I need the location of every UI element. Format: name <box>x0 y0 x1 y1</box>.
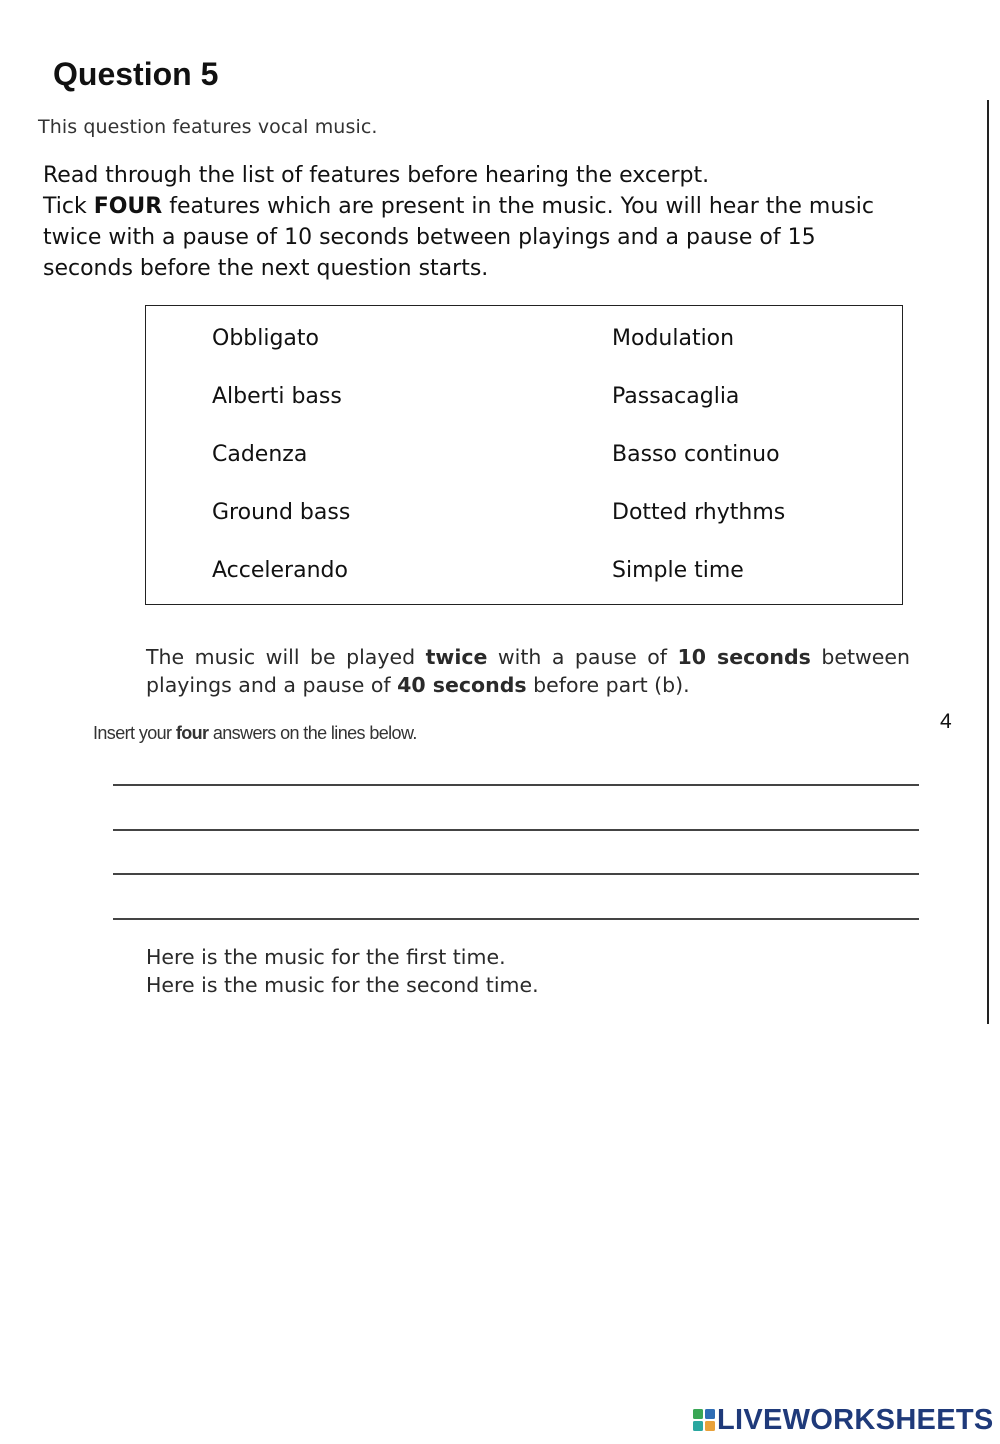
note-emphasis: twice <box>425 645 488 669</box>
logo-text: LIVEWORKSHEETS <box>717 1404 994 1436</box>
answer-line-2[interactable] <box>113 829 919 831</box>
feature-modulation[interactable]: Modulation <box>612 326 735 351</box>
question-subtitle: This question features vocal music. <box>38 116 378 138</box>
playback-second: Here is the music for the second time. <box>146 973 539 997</box>
feature-simple-time[interactable]: Simple time <box>612 558 744 583</box>
note-text: playings and a pause of <box>146 673 398 697</box>
playback-note <box>146 643 910 699</box>
note-emphasis: 10 seconds <box>677 645 811 669</box>
answer-line-4[interactable] <box>113 918 919 920</box>
instructions <box>43 160 903 284</box>
prompt-text: Insert your <box>93 723 176 743</box>
instructions-emphasis: FOUR <box>93 194 163 219</box>
instructions-line-4: seconds before the next question starts. <box>43 256 489 281</box>
feature-alberti-bass[interactable]: Alberti bass <box>212 384 342 409</box>
playback-first: Here is the music for the first time. <box>146 945 506 969</box>
playback-note-line-2 <box>146 673 690 697</box>
marks-value: 4 <box>940 710 952 733</box>
note-emphasis: 40 seconds <box>397 673 527 697</box>
instructions-line-3: twice with a pause of 10 seconds between playings and a pause of 15 <box>43 225 816 250</box>
feature-dotted-rhythms[interactable]: Dotted rhythms <box>612 500 786 525</box>
feature-ground-bass[interactable]: Ground bass <box>212 500 351 525</box>
note-text: before part (b). <box>526 673 690 697</box>
note-text: with a pause of <box>487 645 678 669</box>
margin-rule <box>987 100 989 1024</box>
answer-line-3[interactable] <box>113 873 919 875</box>
instructions-line-2 <box>43 191 903 222</box>
liveworksheets-icon <box>693 1409 715 1431</box>
instructions-prefix: Tick <box>43 194 94 219</box>
question-title: Question 5 <box>53 56 219 92</box>
note-text: The music will be played <box>146 645 426 669</box>
playback-note-line-1 <box>146 643 910 671</box>
liveworksheets-logo <box>693 1403 994 1437</box>
features-box <box>145 305 903 605</box>
instructions-line-1: Read through the list of features before hearing the excerpt. <box>43 163 710 188</box>
feature-basso-continuo[interactable]: Basso continuo <box>612 442 780 467</box>
answer-prompt <box>93 723 417 744</box>
playback-announcements <box>146 943 539 999</box>
answer-line-1[interactable] <box>113 784 919 786</box>
feature-cadenza[interactable]: Cadenza <box>212 442 308 467</box>
feature-passacaglia[interactable]: Passacaglia <box>612 384 740 409</box>
prompt-text: answers on the lines below. <box>208 723 417 743</box>
feature-accelerando[interactable]: Accelerando <box>212 558 348 583</box>
feature-obbligato[interactable]: Obbligato <box>212 326 320 351</box>
note-text: between <box>810 645 910 669</box>
instructions-suffix: features which are present in the music. You will hear the music <box>162 194 874 219</box>
prompt-emphasis: four <box>175 723 209 743</box>
